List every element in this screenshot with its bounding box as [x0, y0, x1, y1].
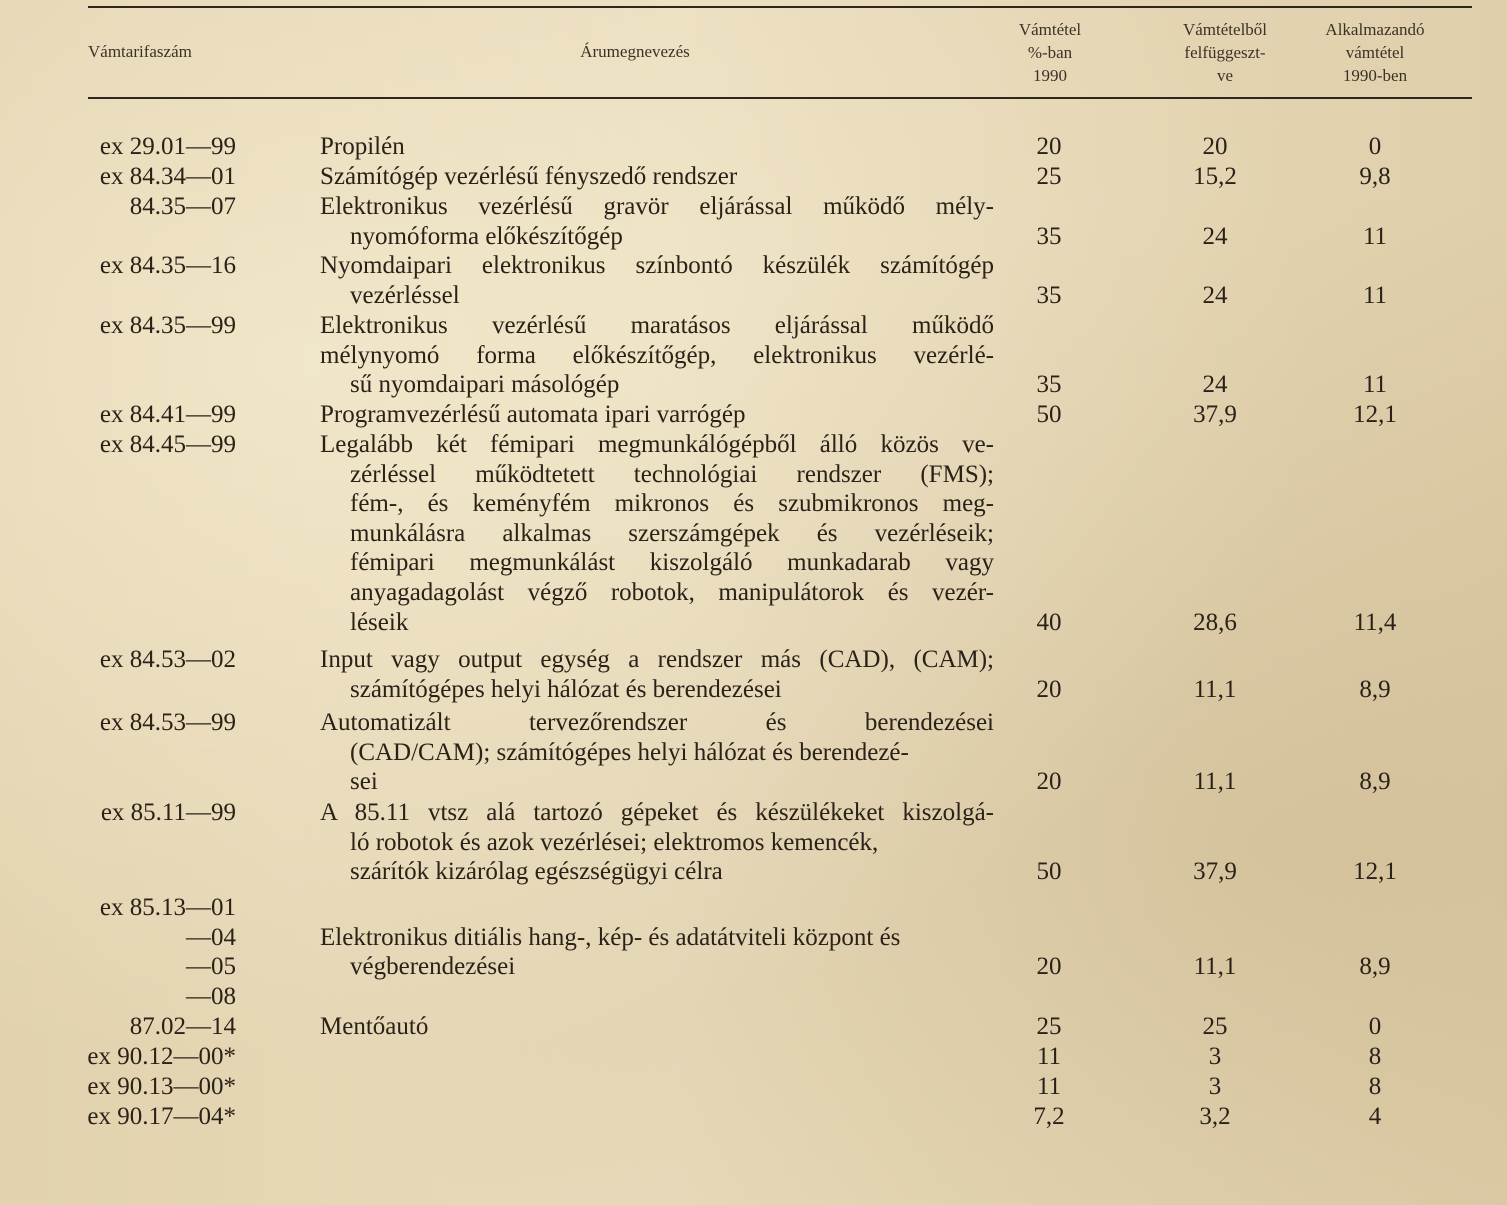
- applied-value: 0: [1368, 1013, 1382, 1040]
- tariff-code: [87, 1102, 236, 1132]
- description-line: Elektronikus vezérlésű gravör eljárással működő mély-: [320, 193, 994, 220]
- header-rate-line: 1990: [1033, 66, 1067, 85]
- applied-value: 4: [1368, 1103, 1382, 1130]
- description-line: Elektronikus vezérlésű maratásos eljárással működő: [320, 312, 994, 339]
- rate-value: 35: [1036, 281, 1062, 309]
- suspended-value: 24: [1202, 281, 1228, 309]
- tariff-code-line: ex 85.13—01: [99, 894, 236, 921]
- tariff-code: [100, 162, 236, 192]
- applied-value: 8,9: [1359, 953, 1391, 981]
- applied-value: 9,8: [1359, 163, 1391, 190]
- tariff-code-line: ex 90.12—00*: [87, 1043, 236, 1070]
- product-description: [320, 923, 994, 982]
- header-rate-line: %-ban: [1027, 43, 1073, 62]
- suspended-value: 11,1: [1193, 768, 1237, 796]
- header-applied-line: vámtétel: [1345, 43, 1405, 62]
- description-line: Propilén: [320, 133, 405, 160]
- header-applied-line: Alkalmazandó: [1325, 20, 1425, 39]
- description-line: anyagadagolást végző robotok, manipulátorok és vezér-: [350, 578, 994, 606]
- applied-value: 11: [1362, 371, 1388, 399]
- suspended-value: 37,9: [1193, 401, 1237, 428]
- header-suspended-line: felfüggeszt-: [1184, 43, 1266, 62]
- description-line: Nyomdaipari elektronikus színbontó készülék számítógép: [320, 252, 994, 279]
- tariff-code: [87, 1072, 236, 1102]
- tariff-code-line: ex 85.11—99: [100, 799, 236, 826]
- rate-value: 50: [1036, 858, 1062, 886]
- rate-value: 20: [1036, 675, 1062, 703]
- tariff-code: [100, 251, 236, 281]
- suspended-value: 24: [1202, 371, 1228, 399]
- applied-value: 0: [1368, 133, 1382, 160]
- suspended-value: 24: [1202, 222, 1228, 250]
- product-description: [320, 162, 994, 192]
- rate-value: 7,2: [1033, 1103, 1065, 1130]
- applied-value: 11: [1362, 281, 1388, 309]
- tariff-code: [87, 1042, 236, 1072]
- suspended-value: 20: [1202, 133, 1228, 160]
- description-line: fémipari megmunkálást kiszolgáló munkadarab vagy: [350, 549, 994, 577]
- tariff-code-line: ex 29.01—99: [99, 133, 236, 160]
- description-line: Mentőautó: [320, 1013, 429, 1040]
- tariff-code-line: 87.02—14: [129, 1013, 236, 1040]
- tariff-code-line: ex 84.45—99: [99, 431, 236, 458]
- description-line: sű nyomdaipari másológép: [350, 371, 620, 399]
- tariff-code: [100, 708, 236, 738]
- rate-value: 25: [1036, 163, 1062, 190]
- header-code-label: Vámtarifaszám: [88, 42, 192, 61]
- header-suspended: [1155, 18, 1295, 87]
- description-line: mélynyomó forma előkészítőgép, elektronikus vezérlé-: [320, 341, 994, 369]
- description-line: nyomóforma előkészítőgép: [350, 222, 623, 250]
- description-line: munkálásra alkalmas szerszámgépek és vezérléseik;: [350, 519, 994, 547]
- applied-value: 8: [1368, 1043, 1382, 1070]
- product-description: [320, 1012, 994, 1042]
- description-line: Elektronikus ditiális hang-, kép- és adatátviteli központ és: [320, 923, 901, 951]
- suspended-value: 25: [1202, 1013, 1228, 1040]
- tariff-code-line: 84.35—07: [129, 193, 236, 220]
- description-line: ló robotok és azok vezérlései; elektromos kemencék,: [350, 828, 879, 856]
- header-desc-label: Árumegnevezés: [580, 42, 690, 61]
- description-line: Input vagy output egység a rendszer más (CAD), (CAM);: [320, 646, 994, 673]
- description-line: számítógépes helyi hálózat és berendezései: [350, 675, 782, 703]
- tariff-code-line: —04: [186, 923, 236, 951]
- product-description: [320, 192, 994, 251]
- description-line: A 85.11 vtsz alá tartozó gépeket és készülékeket kiszolgá-: [320, 799, 994, 826]
- product-description: [320, 311, 994, 400]
- rate-value: 25: [1036, 1013, 1062, 1040]
- suspended-value: 3,2: [1199, 1103, 1231, 1130]
- description-line: Legalább két fémipari megmunkálógépből álló közös ve-: [320, 431, 994, 458]
- header-suspended-line: Vámtételből: [1182, 20, 1268, 39]
- tariff-code-line: ex 84.53—02: [99, 646, 236, 673]
- rate-value: 40: [1036, 608, 1062, 636]
- product-description: [320, 251, 994, 310]
- description-line: szárítók kizárólag egészségügyi célra: [350, 858, 723, 886]
- header-desc: [540, 40, 730, 63]
- applied-value: 8,9: [1359, 675, 1391, 703]
- description-line: zérléssel működtetett technológiai rendszer (FMS);: [350, 460, 994, 488]
- header-applied: [1305, 18, 1445, 87]
- suspended-value: 28,6: [1193, 608, 1237, 636]
- suspended-value: 15,2: [1193, 163, 1237, 190]
- rate-value: 20: [1036, 768, 1062, 796]
- tariff-code-line: ex 90.13—00*: [87, 1073, 236, 1100]
- rate-value: 35: [1036, 222, 1062, 250]
- rate-value: 35: [1036, 371, 1062, 399]
- tariff-code-line: —08: [186, 982, 236, 1010]
- description-line: (CAD/CAM); számítógépes helyi hálózat és berendezé-: [350, 738, 909, 766]
- tariff-code: [100, 430, 236, 460]
- suspended-value: 37,9: [1193, 858, 1237, 886]
- description-line: Automatizált tervezőrendszer és berendezései: [320, 709, 994, 736]
- tariff-code-line: ex 84.35—16: [99, 252, 236, 279]
- header-applied-line: 1990-ben: [1342, 66, 1408, 85]
- tariff-code-line: —05: [186, 953, 236, 981]
- tariff-code-line: ex 84.34—01: [99, 163, 236, 190]
- applied-value: 11,4: [1353, 608, 1397, 636]
- tariff-code-line: ex 84.53—99: [99, 709, 236, 736]
- rate-value: 20: [1036, 133, 1062, 160]
- rate-value: 20: [1036, 953, 1062, 981]
- product-description: [320, 645, 994, 704]
- suspended-value: 3: [1208, 1073, 1222, 1100]
- tariff-code: [100, 311, 236, 341]
- tariff-code: [100, 893, 236, 1011]
- product-description: [320, 132, 994, 162]
- description-line: fém-, és keményfém mikronos és szubmikronos meg-: [350, 490, 994, 518]
- description-line: léseik: [350, 608, 409, 636]
- tariff-code-line: ex 84.35—99: [99, 312, 236, 339]
- tariff-code: [100, 132, 236, 162]
- description-line: sei: [350, 768, 378, 796]
- top-rule: [88, 6, 1472, 8]
- rate-value: 11: [1036, 1073, 1062, 1100]
- tariff-code: [130, 192, 236, 222]
- description-line: vezérléssel: [350, 281, 460, 309]
- description-line: végberendezései: [350, 953, 516, 981]
- suspended-value: 11,1: [1193, 675, 1237, 703]
- product-description: [320, 798, 994, 887]
- tariff-code-line: ex 84.41—99: [99, 401, 236, 428]
- applied-value: 12,1: [1353, 858, 1397, 886]
- tariff-code: [100, 400, 236, 430]
- applied-value: 12,1: [1353, 401, 1397, 428]
- applied-value: 8: [1368, 1073, 1382, 1100]
- header-code: [88, 40, 248, 63]
- applied-value: 8,9: [1359, 768, 1391, 796]
- tariff-code-line: ex 90.17—04*: [87, 1103, 236, 1130]
- product-description: [320, 430, 994, 637]
- header-rate-line: Vámtétel: [1018, 20, 1082, 39]
- header-suspended-line: ve: [1216, 66, 1234, 85]
- applied-value: 11: [1362, 222, 1388, 250]
- header-rate: [1000, 18, 1100, 87]
- tariff-code: [100, 645, 236, 675]
- suspended-value: 11,1: [1193, 953, 1237, 981]
- product-description: [320, 400, 994, 430]
- tariff-code: [130, 1012, 236, 1042]
- tariff-code: [101, 798, 236, 828]
- description-line: Számítógép vezérlésű fényszedő rendszer: [320, 163, 738, 190]
- rate-value: 50: [1036, 401, 1062, 428]
- description-line: Programvezérlésű automata ipari varrógép: [320, 401, 746, 428]
- product-description: [320, 708, 994, 797]
- rate-value: 11: [1036, 1043, 1062, 1070]
- suspended-value: 3: [1208, 1043, 1222, 1070]
- header-rule: [88, 97, 1472, 99]
